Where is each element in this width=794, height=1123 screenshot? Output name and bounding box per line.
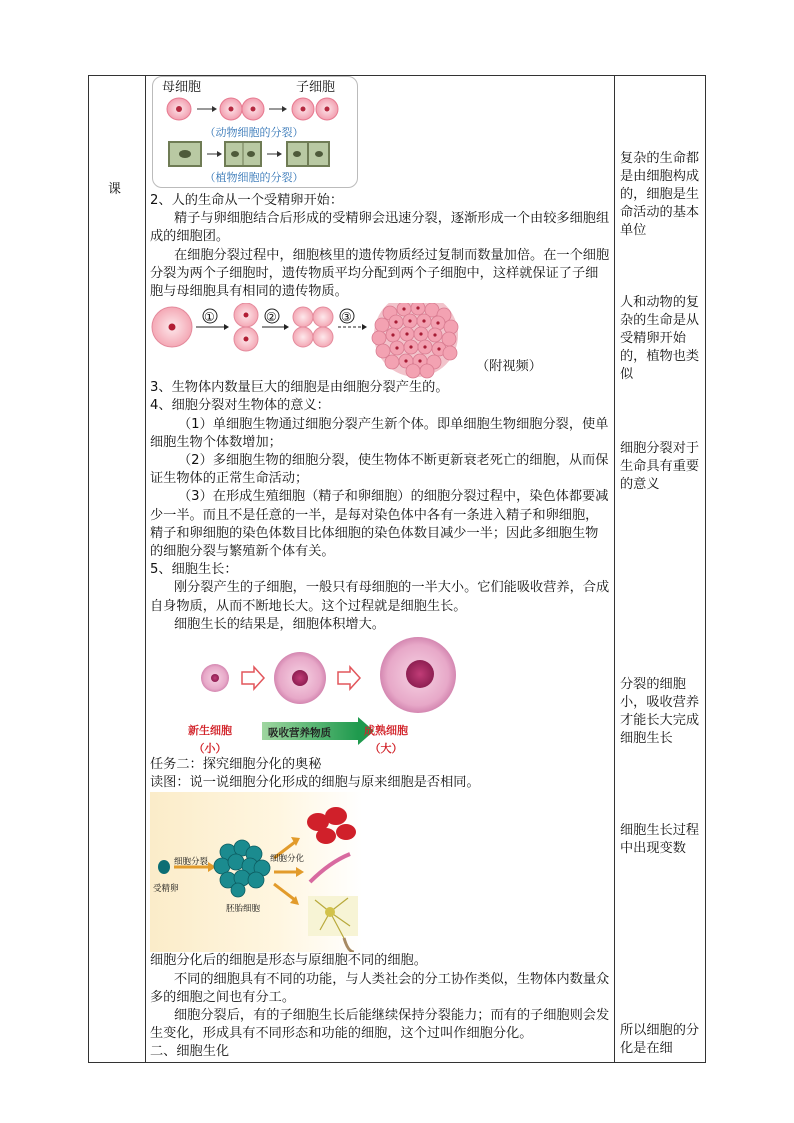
section5-para2: 细胞生长的结果是，细胞体积增大。	[174, 616, 385, 632]
new-cell-size: （小）	[193, 742, 227, 756]
mature-cell-label	[356, 722, 416, 758]
animal-cell-division-illustration	[155, 93, 355, 125]
step2-label: ②	[266, 310, 277, 325]
differentiation-para3: 细胞分裂后，有的子细胞生长后能继续保持分裂能力；而有的子细胞则会发生变化，形成具有不同形态和功能的细胞，这个过叫作细胞分化。	[150, 1008, 610, 1042]
new-cell-name: 新生细胞	[188, 724, 232, 738]
section4-item2: （2）多细胞生物的细胞分裂，使生物体不断更新衰老死亡的细胞，从而保证生物体的正常生命活动；	[150, 453, 609, 487]
side-note-2: 人和动物的复杂的生命是从受精卵开始的，植物也类似	[620, 295, 700, 382]
zygote-label: 受精卵	[153, 884, 179, 895]
side-note-3: 细胞分裂对于生命具有重要的意义	[620, 441, 700, 492]
side-note-5: 细胞生长过程中出现变数	[620, 823, 700, 856]
differentiation-para2: 不同的细胞具有不同的功能，与人类社会的分工协作类似，生物体内数量众多的细胞之间也有分工。	[150, 971, 610, 1005]
nutrient-label: 吸收营养物质	[268, 727, 331, 740]
lesson-content	[150, 76, 610, 1062]
cell-differentiation-illustration	[150, 792, 362, 952]
section3-heading: 3、生物体内数量巨大的细胞是由细胞分裂产生的。	[150, 380, 449, 396]
division-label: 细胞分裂	[174, 857, 209, 868]
mature-cell-name: 成熟细胞	[364, 724, 408, 738]
cell-growth-illustration	[190, 634, 490, 716]
side-note-4: 分裂的细胞小，吸收营养才能长大完成细胞生长	[620, 677, 700, 746]
table-divider-1	[145, 75, 146, 1063]
side-note-1: 复杂的生命都是由细胞构成的，细胞是生命活动的基本单位	[620, 151, 700, 238]
plant-cell-division-illustration	[155, 140, 355, 168]
zygote-division-figure	[150, 301, 610, 379]
section4-heading: 4、细胞分裂对生物体的意义：	[150, 398, 330, 414]
cell-differentiation-figure	[150, 792, 362, 952]
differentiation-label: 细胞分化	[270, 854, 305, 865]
section5-para1: 刚分裂产生的子细胞，一般只有母细胞的一半大小。它们能吸收营养，合成自身物质，从而不断地长大。这个过程就是细胞生长。	[150, 580, 610, 614]
column-label: 课	[108, 182, 122, 197]
side-note-6: 所以细胞的分化是在细	[620, 1023, 700, 1056]
table-border-bottom	[88, 1062, 706, 1063]
mature-cell-size: （大）	[369, 742, 403, 756]
task2-prompt: 读图：说一说细胞分化形成的细胞与原来细胞是否相同。	[150, 775, 480, 791]
cell-growth-figure	[150, 634, 610, 756]
daughter-cell-label: 子细胞	[296, 80, 336, 95]
task2-heading: 任务二：探究细胞分化的奥秘	[150, 757, 322, 773]
new-cell-label	[180, 722, 240, 758]
section2-para2: 在细胞分裂过程中，细胞核里的遗传物质经过复制而数量加倍。在一个细胞分裂为两个子细胞时，遗传物质平均分配到两个子细胞中，这样就保证了子细胞与母细胞具有相同的遗传物质。	[150, 247, 610, 300]
step1-label: ①	[204, 310, 215, 325]
table-divider-2	[614, 75, 615, 1063]
section2-heading: 2、人的生命从一个受精卵开始：	[150, 193, 344, 208]
next-section-heading: 二、细胞生化	[150, 1044, 230, 1060]
cell-division-figure	[152, 76, 357, 192]
video-note: （附视频）	[476, 359, 542, 375]
differentiation-para1: 细胞分化后的细胞是形态与原细胞不同的细胞。	[150, 953, 427, 969]
section5-heading: 5、细胞生长：	[150, 562, 238, 578]
table-border-right	[705, 75, 706, 1063]
section4-item1: （1）单细胞生物通过细胞分裂产生新个体。即单细胞生物细胞分裂，使单细胞生物个体数增加；	[150, 416, 609, 450]
animal-division-caption: （动物细胞的分裂）	[204, 126, 304, 139]
mother-cell-label: 母细胞	[162, 80, 202, 95]
step3-label: ③	[341, 310, 352, 325]
table-border-left	[88, 75, 89, 1063]
section2-para1: 精子与卵细胞结合后形成的受精卵会迅速分裂，逐渐形成一个由较多细胞组成的细胞团。	[150, 211, 610, 245]
embryo-label: 胚胎细胞	[226, 904, 261, 915]
plant-division-caption: （植物细胞的分裂）	[204, 171, 304, 184]
section4-item3: （3）在形成生殖细胞（精子和卵细胞）的细胞分裂过程中，染色体都要减少一半。而且不是任意的一半，是每对染色体中各有一条进入精子和卵细胞，精子和卵细胞的染色体数目比体细胞的染色体数目减少一半；因此多细胞生物的细胞分裂与繁殖新个体有关。	[150, 489, 609, 560]
zygote-division-illustration	[150, 303, 470, 381]
